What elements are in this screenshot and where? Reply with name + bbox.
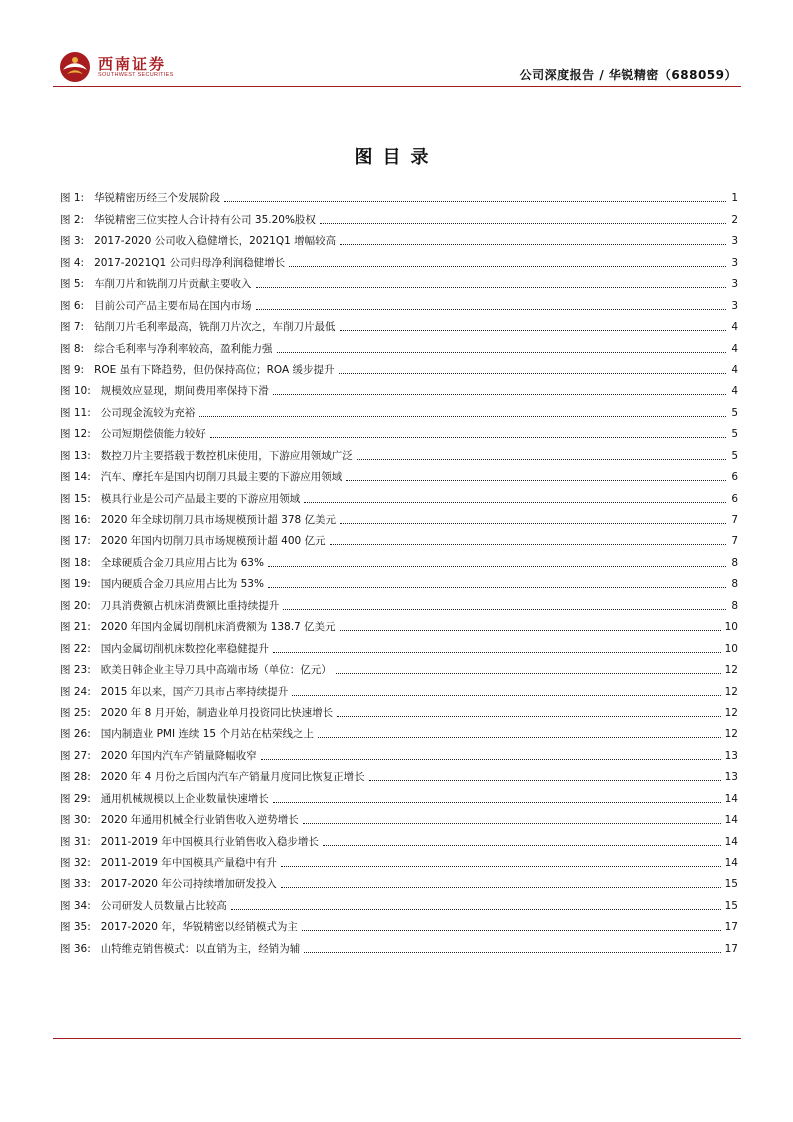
toc-figure-title[interactable]: 目前公司产品主要布局在国内市场 (94, 299, 252, 312)
toc-figure-label: 图 9: (60, 363, 85, 376)
toc-entry[interactable] (60, 827, 738, 848)
toc-dot-leader (281, 866, 721, 867)
toc-figure-title[interactable]: 山特维克销售模式：以直销为主，经销为辅 (100, 942, 301, 955)
toc-figure-label: 图 29: (60, 792, 91, 805)
toc-figure-title[interactable]: 国内硬质合金刀具应用占比为 53% (100, 578, 264, 591)
toc-figure-label: 图 26: (60, 728, 91, 741)
toc-page-number[interactable]: 14 (724, 814, 738, 827)
toc-figure-title[interactable]: 2020 年国内切削刀具市场规模预计超 400 亿元 (100, 535, 326, 548)
toc-page-number[interactable]: 14 (724, 857, 738, 869)
toc-entry[interactable] (60, 570, 738, 591)
toc-figure-label: 图 23: (60, 664, 91, 677)
toc-page-number[interactable]: 15 (724, 899, 738, 912)
toc-page-number[interactable]: 2 (731, 213, 738, 226)
toc-entry[interactable] (60, 527, 738, 548)
toc-figure-label: 图 28: (60, 771, 91, 784)
toc-figure-label: 图 22: (60, 642, 91, 655)
toc-figure-label: 图 4: (60, 256, 85, 269)
toc-figure-label: 图 30: (60, 814, 91, 827)
toc-page-number[interactable]: 4 (731, 342, 738, 355)
toc-entry[interactable] (60, 634, 738, 655)
toc-figure-label: 图 11: (60, 406, 91, 419)
toc-entry[interactable] (60, 506, 738, 527)
toc-dot-leader (199, 416, 726, 417)
toc-entry[interactable] (60, 227, 738, 248)
toc-page-number[interactable]: 3 (731, 278, 738, 291)
toc-entry[interactable] (60, 270, 738, 291)
toc-dot-leader (318, 737, 721, 738)
toc-figure-title[interactable]: 华锐精密历经三个发展阶段 (94, 192, 221, 205)
toc-dot-leader (277, 352, 726, 353)
toc-figure-title[interactable]: 2017-2020 年，华锐精密以经销模式为主 (100, 921, 298, 934)
toc-dot-leader (303, 823, 721, 824)
toc-dot-leader (357, 459, 726, 460)
toc-figure-label: 图 36: (60, 942, 91, 955)
toc-figure-title[interactable]: 钻削刀片毛利率最高，铣削刀片次之，车削刀片最低 (94, 321, 336, 334)
toc-entry[interactable] (60, 806, 738, 827)
toc-dot-leader (268, 587, 726, 588)
toc-page-number[interactable]: 13 (724, 771, 738, 784)
toc-figure-title[interactable]: 欧美日韩企业主导刀具中高端市场（单位：亿元） (100, 664, 332, 677)
toc-entry[interactable] (60, 291, 738, 312)
toc-page-number[interactable]: 4 (731, 321, 738, 334)
toc-figure-title[interactable]: 国内金属切削机床数控化率稳健提升 (100, 642, 269, 655)
toc-page-number[interactable]: 3 (731, 299, 738, 312)
toc-entry[interactable] (60, 398, 738, 419)
toc-dot-leader (340, 244, 726, 245)
toc-entry[interactable] (60, 548, 738, 569)
toc-figure-title[interactable]: 2017-2021Q1 公司归母净利润稳健增长 (94, 256, 286, 269)
toc-page-number[interactable]: 3 (731, 256, 738, 269)
toc-dot-leader (261, 759, 721, 760)
toc-dot-leader (336, 673, 721, 674)
toc-page-number[interactable]: 4 (731, 385, 738, 398)
toc-dot-leader (369, 780, 721, 781)
toc-figure-label: 图 15: (60, 492, 91, 505)
toc-entry[interactable] (60, 484, 738, 505)
toc-figure-label: 图 16: (60, 514, 91, 526)
toc-page-number[interactable]: 14 (724, 792, 738, 805)
toc-figure-label: 图 1: (60, 192, 85, 205)
toc-page-number[interactable]: 5 (731, 406, 738, 419)
toc-dot-leader (330, 544, 726, 545)
toc-figure-title[interactable]: 2020 年全球切削刀具市场规模预计超 378 亿美元 (100, 514, 337, 526)
toc-entry[interactable] (60, 891, 738, 912)
toc-page-number[interactable]: 1 (731, 192, 738, 205)
toc-figure-label: 图 21: (60, 621, 91, 634)
toc-entry[interactable] (60, 763, 738, 784)
toc-dot-leader (273, 394, 726, 395)
logo-emblem-icon (58, 50, 92, 84)
toc-dot-leader (292, 695, 720, 696)
toc-entry[interactable] (60, 184, 738, 205)
toc-figure-label: 图 8: (60, 342, 85, 355)
toc-figure-label: 图 14: (60, 471, 91, 484)
toc-page-number[interactable]: 12 (724, 664, 738, 677)
toc-figure-label: 图 13: (60, 449, 91, 462)
toc-entry[interactable] (60, 205, 738, 226)
toc-dot-leader (346, 480, 726, 481)
toc-dot-leader (281, 887, 721, 888)
toc-figure-title[interactable]: 公司研发人员数量占比较高 (100, 899, 227, 912)
toc-figure-title[interactable]: 2020 年通用机械全行业销售收入逆势增长 (100, 814, 299, 827)
toc-figure-label: 图 17: (60, 535, 91, 548)
toc-dot-leader (304, 502, 726, 503)
toc-page-number[interactable]: 5 (731, 428, 738, 441)
toc-dot-leader (256, 309, 726, 310)
toc-dot-leader (323, 845, 721, 846)
toc-page-number[interactable]: 5 (731, 449, 738, 462)
toc-entry[interactable] (60, 784, 738, 805)
toc-page-number[interactable]: 8 (731, 578, 738, 591)
toc-figure-title[interactable]: 2017-2020 年公司持续增加研发投入 (100, 878, 277, 891)
toc-figure-label: 图 24: (60, 685, 91, 698)
toc-figure-title[interactable]: 模具行业是公司产品最主要的下游应用领域 (100, 492, 301, 505)
toc-entry[interactable] (60, 913, 738, 934)
toc-figure-title[interactable]: 公司短期偿债能力较好 (100, 428, 206, 441)
toc-figure-title[interactable]: 2011-2019 年中国模具产量稳中有升 (100, 857, 277, 869)
toc-entry[interactable] (60, 699, 738, 720)
toc-figure-title[interactable]: 华锐精密三位实控人合计持有公司 35.20%股权 (94, 213, 316, 226)
report-title: 公司深度报告 / 华锐精密（688059） (519, 68, 737, 82)
toc-figure-label: 图 7: (60, 321, 85, 334)
toc-figure-title[interactable]: 刀具消费额占机床消费额比重持续提升 (100, 599, 280, 612)
toc-dot-leader (337, 716, 720, 717)
toc-entry[interactable] (60, 720, 738, 741)
toc-dot-leader (224, 201, 726, 202)
toc-figure-title[interactable]: 车削刀片和铣削刀片贡献主要收入 (94, 278, 252, 291)
logo-english-name: SOUTHWEST SECURITIES (98, 72, 174, 78)
toc-dot-leader (340, 330, 726, 331)
page-title: 图目录 (354, 147, 439, 168)
toc-figure-title[interactable]: 规模效应显现，期间费用率保持下滑 (100, 385, 269, 398)
toc-page-number[interactable]: 12 (724, 728, 738, 741)
toc-figure-label: 图 18: (60, 556, 91, 569)
toc-figure-label: 图 34: (60, 899, 91, 912)
toc-dot-leader (273, 652, 721, 653)
toc-figure-title[interactable]: 全球硬质合金刀具应用占比为 63% (100, 556, 264, 569)
toc-figure-label: 图 12: (60, 428, 91, 441)
toc-dot-leader (320, 223, 726, 224)
toc-figure-title[interactable]: 2020 年国内汽车产销量降幅收窄 (100, 749, 257, 762)
toc-page-number[interactable]: 14 (724, 835, 738, 848)
toc-figure-title[interactable]: 国内制造业 PMI 连续 15 个月站在枯荣线之上 (100, 728, 314, 741)
toc-dot-leader (302, 930, 721, 931)
toc-entry[interactable] (60, 849, 738, 870)
toc-page-number[interactable]: 6 (731, 492, 738, 505)
toc-entry[interactable] (60, 377, 738, 398)
toc-figure-label: 图 3: (60, 235, 85, 248)
toc-page-number[interactable]: 12 (724, 706, 738, 719)
company-logo (58, 50, 208, 84)
toc-figure-label: 图 6: (60, 299, 85, 312)
toc-entry[interactable] (60, 420, 738, 441)
toc-dot-leader (339, 373, 727, 374)
toc-figure-title[interactable]: 2020 年 4 月份之后国内汽车产销量月度同比恢复正增长 (100, 771, 365, 784)
toc-entry[interactable] (60, 591, 738, 612)
toc-figure-label: 图 33: (60, 878, 91, 891)
toc-dot-leader (304, 952, 720, 953)
toc-page-number[interactable]: 17 (724, 921, 738, 934)
toc-entry[interactable] (60, 463, 738, 484)
toc-page-number[interactable]: 13 (724, 749, 738, 762)
toc-dot-leader (273, 802, 721, 803)
toc-figure-label: 图 10: (60, 385, 91, 398)
toc-figure-title[interactable]: 公司现金流较为充裕 (100, 406, 196, 419)
toc-figure-label: 图 27: (60, 749, 91, 762)
toc-figure-label: 图 35: (60, 921, 91, 934)
toc-page-number[interactable]: 6 (731, 471, 738, 484)
footer-divider (53, 1038, 741, 1039)
toc-figure-title[interactable]: 综合毛利率与净利率较高，盈利能力强 (94, 342, 273, 355)
toc-page-number[interactable]: 3 (731, 235, 738, 248)
toc-figure-label: 图 5: (60, 278, 85, 291)
toc-figure-title[interactable]: 2011-2019 年中国模具行业销售收入稳步增长 (100, 835, 319, 848)
toc-figure-title[interactable]: ROE 虽有下降趋势，但仍保持高位；ROA 缓步提升 (94, 363, 335, 376)
toc-page-number[interactable]: 10 (724, 621, 738, 634)
toc-page-number[interactable]: 8 (731, 599, 738, 612)
toc-page-number[interactable]: 7 (731, 514, 738, 526)
toc-figure-label: 图 2: (60, 213, 85, 226)
toc-entry[interactable] (60, 677, 738, 698)
toc-figure-title[interactable]: 汽车、摩托车是国内切削刀具最主要的下游应用领域 (100, 471, 343, 484)
toc-figure-title[interactable]: 通用机械规模以上企业数量快速增长 (100, 792, 269, 805)
toc-entry[interactable] (60, 934, 738, 955)
toc-figure-label: 图 19: (60, 578, 91, 591)
header-divider (53, 86, 741, 87)
toc-dot-leader (210, 437, 726, 438)
toc-figure-title[interactable]: 2017-2020 公司收入稳健增长，2021Q1 增幅较高 (94, 235, 337, 248)
toc-page-number[interactable]: 8 (731, 556, 738, 569)
toc-figure-label: 图 25: (60, 706, 91, 719)
page-header (0, 0, 793, 100)
toc-figure-label: 图 20: (60, 599, 91, 612)
toc-dot-leader (268, 566, 726, 567)
toc-dot-leader (231, 909, 721, 910)
toc-entry[interactable] (60, 741, 738, 762)
toc-figure-title[interactable]: 2020 年国内金属切削机床消费额为 138.7 亿美元 (100, 621, 336, 634)
toc-dot-leader (256, 287, 726, 288)
toc-page-number[interactable]: 17 (724, 942, 738, 955)
toc-page-number[interactable]: 15 (724, 878, 738, 891)
toc-entry[interactable] (60, 356, 738, 377)
toc-page-number[interactable]: 7 (731, 535, 738, 548)
toc-entry[interactable] (60, 656, 738, 677)
toc-entry[interactable] (60, 870, 738, 891)
toc-entry[interactable] (60, 313, 738, 334)
figure-table-of-contents (60, 184, 738, 956)
toc-figure-title[interactable]: 2015 年以来，国产刀具市占率持续提升 (100, 685, 289, 698)
toc-figure-label: 图 32: (60, 857, 91, 869)
toc-dot-leader (340, 523, 726, 524)
toc-dot-leader (283, 609, 726, 610)
toc-entry[interactable] (60, 613, 738, 634)
logo-chinese-name: 西南证券 (98, 55, 167, 73)
toc-figure-label: 图 31: (60, 835, 91, 848)
toc-dot-leader (289, 266, 726, 267)
toc-page-number[interactable]: 12 (724, 685, 738, 698)
toc-figure-title[interactable]: 2020 年 8 月开始，制造业单月投资同比快速增长 (100, 706, 334, 719)
toc-entry[interactable] (60, 441, 738, 462)
toc-entry[interactable] (60, 248, 738, 269)
toc-page-number[interactable]: 4 (731, 363, 738, 376)
toc-dot-leader (340, 630, 721, 631)
toc-figure-title[interactable]: 数控刀片主要搭载于数控机床使用，下游应用领域广泛 (100, 449, 353, 462)
toc-entry[interactable] (60, 334, 738, 355)
toc-page-number[interactable]: 10 (724, 642, 738, 655)
